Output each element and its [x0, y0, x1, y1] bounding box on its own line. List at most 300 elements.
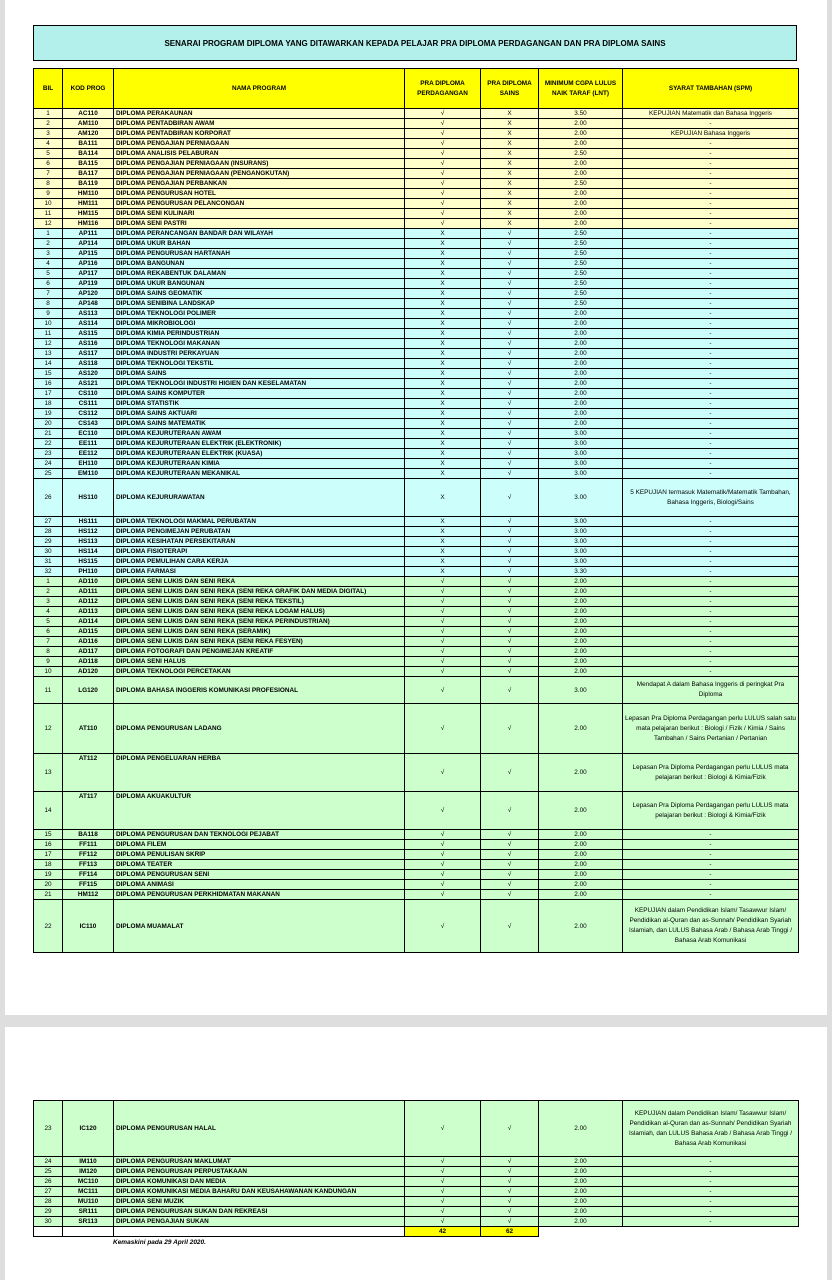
row-bil: 3	[34, 597, 63, 607]
row-perdagangan: X	[405, 309, 481, 319]
row-bil: 14	[34, 359, 63, 369]
row-kod: AD117	[63, 647, 114, 657]
row-syarat: -	[623, 339, 799, 349]
row-sains: √	[481, 517, 539, 527]
row-sains: √	[481, 249, 539, 259]
row-nama: DIPLOMA SENI HALUS	[114, 657, 405, 667]
table-row	[34, 677, 799, 704]
row-perdagangan: √	[405, 169, 481, 179]
row-perdagangan: √	[405, 1157, 481, 1167]
row-bil: 10	[34, 199, 63, 209]
table-row	[34, 159, 799, 169]
table-row	[34, 792, 799, 830]
row-perdagangan: X	[405, 289, 481, 299]
table-row	[34, 429, 799, 439]
table-row	[34, 309, 799, 319]
row-nama: DIPLOMA PENGURUSAN SENI	[114, 870, 405, 880]
row-sains: X	[481, 199, 539, 209]
table-row	[34, 109, 799, 119]
row-nama: DIPLOMA BANGUNAN	[114, 259, 405, 269]
row-nama: DIPLOMA FARMASI	[114, 567, 405, 577]
row-cgpa: 2.50	[539, 149, 623, 159]
row-bil: 10	[34, 667, 63, 677]
row-kod: AD114	[63, 617, 114, 627]
row-sains: X	[481, 159, 539, 169]
row-kod: HM112	[63, 890, 114, 900]
row-cgpa: 3.00	[539, 479, 623, 517]
row-syarat: -	[623, 567, 799, 577]
row-kod: MC111	[63, 1187, 114, 1197]
row-syarat: -	[623, 149, 799, 159]
table-row	[34, 1207, 799, 1217]
row-kod: BA118	[63, 830, 114, 840]
row-bil: 5	[34, 617, 63, 627]
row-kod: IC110	[63, 900, 114, 953]
row-cgpa: 3.00	[539, 469, 623, 479]
row-bil: 1	[34, 577, 63, 587]
row-syarat: -	[623, 890, 799, 900]
row-sains: √	[481, 637, 539, 647]
table-row	[34, 850, 799, 860]
row-cgpa: 2.00	[539, 409, 623, 419]
row-perdagangan: X	[405, 419, 481, 429]
row-kod: FF113	[63, 860, 114, 870]
row-perdagangan: √	[405, 830, 481, 840]
row-perdagangan: √	[405, 870, 481, 880]
row-kod: AS115	[63, 329, 114, 339]
row-bil: 28	[34, 527, 63, 537]
table-row	[34, 269, 799, 279]
row-cgpa: 2.50	[539, 239, 623, 249]
table-row	[34, 1217, 799, 1227]
table-row	[34, 319, 799, 329]
row-perdagangan: X	[405, 329, 481, 339]
table-row	[34, 239, 799, 249]
row-syarat: KEPUJIAN Bahasa Inggeris	[623, 129, 799, 139]
row-sains: √	[481, 1177, 539, 1187]
row-nama: DIPLOMA PENGURUSAN PELANCONGAN	[114, 199, 405, 209]
row-cgpa: 2.00	[539, 597, 623, 607]
row-nama: DIPLOMA PENGELUARAN HERBA	[114, 754, 405, 792]
row-cgpa: 2.50	[539, 289, 623, 299]
row-bil: 22	[34, 439, 63, 449]
row-perdagangan: √	[405, 667, 481, 677]
row-sains: √	[481, 617, 539, 627]
row-sains: √	[481, 1167, 539, 1177]
row-nama: DIPLOMA INDUSTRI PERKAYUAN	[114, 349, 405, 359]
row-nama: DIPLOMA TEKNOLOGI INDUSTRI HIGIEN DAN KESELAMATAN	[114, 379, 405, 389]
row-kod: AD116	[63, 637, 114, 647]
row-kod: AS114	[63, 319, 114, 329]
row-nama: DIPLOMA KESIHATAN PERSEKITARAN	[114, 537, 405, 547]
row-kod: AD115	[63, 627, 114, 637]
table-row	[34, 870, 799, 880]
row-bil: 18	[34, 860, 63, 870]
row-kod: IC120	[63, 1101, 114, 1157]
row-kod: CS110	[63, 389, 114, 399]
row-cgpa: 2.00	[539, 627, 623, 637]
row-bil: 21	[34, 890, 63, 900]
row-syarat: -	[623, 1217, 799, 1227]
row-bil: 27	[34, 517, 63, 527]
row-sains: √	[481, 419, 539, 429]
table-row	[34, 840, 799, 850]
row-bil: 26	[34, 1177, 63, 1187]
row-cgpa: 2.50	[539, 249, 623, 259]
table-row	[34, 880, 799, 890]
row-syarat: -	[623, 229, 799, 239]
table-row	[34, 199, 799, 209]
row-perdagangan: X	[405, 409, 481, 419]
table-row	[34, 459, 799, 469]
row-sains: √	[481, 439, 539, 449]
row-perdagangan: √	[405, 179, 481, 189]
header-kod: KOD PROG	[63, 69, 114, 109]
row-syarat: Lepasan Pra Diploma Perdagangan perlu LULUS mata pelajaran berikut : Biologi & Kimia/Fizik	[623, 792, 799, 830]
row-cgpa: 2.50	[539, 259, 623, 269]
row-bil: 25	[34, 1167, 63, 1177]
row-syarat: -	[623, 259, 799, 269]
row-perdagangan: √	[405, 129, 481, 139]
row-sains: √	[481, 399, 539, 409]
row-cgpa: 3.00	[539, 459, 623, 469]
row-perdagangan: X	[405, 349, 481, 359]
row-syarat: -	[623, 1207, 799, 1217]
row-kod: AP115	[63, 249, 114, 259]
row-bil: 4	[34, 607, 63, 617]
row-sains: √	[481, 677, 539, 704]
row-sains: X	[481, 189, 539, 199]
row-bil: 12	[34, 704, 63, 754]
row-syarat: -	[623, 269, 799, 279]
row-cgpa: 2.00	[539, 607, 623, 617]
row-sains: √	[481, 1217, 539, 1227]
row-perdagangan: X	[405, 379, 481, 389]
row-perdagangan: X	[405, 339, 481, 349]
row-syarat: -	[623, 840, 799, 850]
total-empty	[63, 1227, 114, 1237]
row-bil: 6	[34, 279, 63, 289]
row-nama: DIPLOMA PERANCANGAN BANDAR DAN WILAYAH	[114, 229, 405, 239]
row-cgpa: 2.00	[539, 309, 623, 319]
row-sains: √	[481, 369, 539, 379]
row-kod: AD112	[63, 597, 114, 607]
row-syarat: -	[623, 557, 799, 567]
row-sains: √	[481, 627, 539, 637]
row-nama: DIPLOMA SENI PASTRI	[114, 219, 405, 229]
row-cgpa: 3.50	[539, 109, 623, 119]
row-syarat: -	[623, 219, 799, 229]
row-nama: DIPLOMA TEKNOLOGI POLIMER	[114, 309, 405, 319]
table-row	[34, 389, 799, 399]
row-bil: 13	[34, 754, 63, 792]
row-kod: FF115	[63, 880, 114, 890]
table-row	[34, 754, 799, 792]
row-nama: DIPLOMA PENGAJIAN PERNIAGAAN (INSURANS)	[114, 159, 405, 169]
row-syarat: 5 KEPUJIAN termasuk Matematik/Matematik Tambahan, Bahasa Inggeris, Biologi/Sains	[623, 479, 799, 517]
row-cgpa: 2.00	[539, 667, 623, 677]
row-sains: √	[481, 479, 539, 517]
row-nama: DIPLOMA FILEM	[114, 840, 405, 850]
row-sains: √	[481, 870, 539, 880]
program-table-1	[33, 68, 799, 953]
row-cgpa: 2.00	[539, 199, 623, 209]
row-cgpa: 3.00	[539, 557, 623, 567]
row-perdagangan: √	[405, 139, 481, 149]
row-kod: AD118	[63, 657, 114, 667]
row-cgpa: 3.00	[539, 547, 623, 557]
table-row	[34, 409, 799, 419]
row-kod: AS117	[63, 349, 114, 359]
row-bil: 15	[34, 369, 63, 379]
row-sains: √	[481, 657, 539, 667]
row-kod: AS113	[63, 309, 114, 319]
row-perdagangan: √	[405, 119, 481, 129]
row-syarat: -	[623, 409, 799, 419]
row-bil: 29	[34, 1207, 63, 1217]
row-bil: 13	[34, 349, 63, 359]
row-cgpa: 3.00	[539, 517, 623, 527]
row-syarat: -	[623, 169, 799, 179]
row-bil: 3	[34, 129, 63, 139]
row-perdagangan: √	[405, 109, 481, 119]
row-bil: 6	[34, 627, 63, 637]
row-nama: DIPLOMA SENI MUZIK	[114, 1197, 405, 1207]
row-syarat: KEPUJIAN dalam Pendidikan Islam/ Tasawwur Islam/ Pendidikan al-Quran dan as-Sunnah/ Pendidikan Syariah Islamiah, dan LULUS Bahasa Arab / Bahasa Arab Tinggi / Bahasa Arab Komunikasi	[623, 900, 799, 953]
row-perdagangan: √	[405, 597, 481, 607]
row-perdagangan: √	[405, 792, 481, 830]
row-syarat: -	[623, 880, 799, 890]
row-sains: √	[481, 269, 539, 279]
row-kod: EM110	[63, 469, 114, 479]
row-kod: SR113	[63, 1217, 114, 1227]
table-row	[34, 419, 799, 429]
row-syarat: -	[623, 309, 799, 319]
row-perdagangan: √	[405, 219, 481, 229]
table-row	[34, 229, 799, 239]
row-sains: √	[481, 289, 539, 299]
row-kod: AD113	[63, 607, 114, 617]
row-bil: 8	[34, 299, 63, 309]
row-kod: AD111	[63, 587, 114, 597]
row-bil: 7	[34, 169, 63, 179]
row-bil: 17	[34, 389, 63, 399]
header-perdagangan: PRA DIPLOMA PERDAGANGAN	[405, 69, 481, 109]
row-perdagangan: √	[405, 159, 481, 169]
row-cgpa: 2.00	[539, 319, 623, 329]
row-kod: CS143	[63, 419, 114, 429]
row-nama: DIPLOMA PENTADBIRAN AWAM	[114, 119, 405, 129]
row-nama: DIPLOMA PENULISAN SKRIP	[114, 850, 405, 860]
row-bil: 23	[34, 449, 63, 459]
row-nama: DIPLOMA SAINS MATEMATIK	[114, 419, 405, 429]
row-sains: X	[481, 119, 539, 129]
row-nama: DIPLOMA TEKNOLOGI MAKANAN	[114, 339, 405, 349]
row-kod: LG120	[63, 677, 114, 704]
row-syarat: -	[623, 359, 799, 369]
row-syarat: -	[623, 319, 799, 329]
row-syarat: -	[623, 1197, 799, 1207]
table-row	[34, 577, 799, 587]
row-perdagangan: √	[405, 657, 481, 667]
row-syarat: -	[623, 547, 799, 557]
total-perdagangan: 42	[405, 1227, 481, 1237]
table-row	[34, 830, 799, 840]
row-nama: DIPLOMA BAHASA INGGERIS KOMUNIKASI PROFESIONAL	[114, 677, 405, 704]
row-bil: 20	[34, 880, 63, 890]
row-syarat: KEPUJIAN dalam Pendidikan Islam/ Tasawwur Islam/ Pendidikan al-Quran dan as-Sunnah/ Pendidikan Syariah Islamiah, dan LULUS Bahasa Arab / Bahasa Arab Tinggi / Bahasa Arab Komunikasi	[623, 1101, 799, 1157]
row-nama: DIPLOMA REKABENTUK DALAMAN	[114, 269, 405, 279]
row-cgpa: 2.00	[539, 419, 623, 429]
row-bil: 9	[34, 657, 63, 667]
row-perdagangan: √	[405, 647, 481, 657]
row-nama: DIPLOMA KEJURUTERAAN ELEKTRIK (ELEKTRONIK)	[114, 439, 405, 449]
table-row	[34, 547, 799, 557]
row-syarat: -	[623, 1167, 799, 1177]
row-sains: √	[481, 607, 539, 617]
table-row	[34, 607, 799, 617]
row-cgpa: 2.00	[539, 1101, 623, 1157]
table-row	[34, 299, 799, 309]
row-sains: √	[481, 860, 539, 870]
row-perdagangan: X	[405, 449, 481, 459]
row-nama: DIPLOMA PENGAJIAN PERNIAGAAN	[114, 139, 405, 149]
table-row	[34, 1101, 799, 1157]
row-perdagangan: X	[405, 279, 481, 289]
row-perdagangan: X	[405, 537, 481, 547]
row-kod: AP117	[63, 269, 114, 279]
row-nama: DIPLOMA SENIBINA LANDSKAP	[114, 299, 405, 309]
row-kod: HS110	[63, 479, 114, 517]
row-syarat: -	[623, 159, 799, 169]
row-kod: CS111	[63, 399, 114, 409]
row-sains: √	[481, 349, 539, 359]
row-sains: √	[481, 1157, 539, 1167]
row-nama: DIPLOMA ANIMASI	[114, 880, 405, 890]
row-sains: √	[481, 279, 539, 289]
total-sains: 62	[481, 1227, 539, 1237]
row-cgpa: 2.00	[539, 890, 623, 900]
row-nama: DIPLOMA SAINS KOMPUTER	[114, 389, 405, 399]
row-perdagangan: √	[405, 890, 481, 900]
table-row	[34, 860, 799, 870]
row-syarat: -	[623, 389, 799, 399]
row-sains: X	[481, 109, 539, 119]
row-syarat: -	[623, 199, 799, 209]
row-sains: √	[481, 229, 539, 239]
table-row	[34, 139, 799, 149]
row-perdagangan: √	[405, 754, 481, 792]
table-row	[34, 1197, 799, 1207]
row-cgpa: 2.00	[539, 1207, 623, 1217]
row-syarat: -	[623, 830, 799, 840]
row-syarat: Lepasan Pra Diploma Perdagangan perlu LULUS salah satu mata pelajaran berikut : Biologi / Fizik / Kimia / Sains Tambahan / Sains Pertanian / Pertanian	[623, 704, 799, 754]
total-empty	[114, 1227, 405, 1237]
row-cgpa: 2.00	[539, 189, 623, 199]
row-nama: DIPLOMA KEJURUTERAAN ELEKTRIK (KUASA)	[114, 449, 405, 459]
row-sains: √	[481, 319, 539, 329]
row-nama: DIPLOMA KOMUNIKASI DAN MEDIA	[114, 1177, 405, 1187]
row-cgpa: 2.50	[539, 269, 623, 279]
row-nama: DIPLOMA AKUAKULTUR	[114, 792, 405, 830]
row-cgpa: 2.00	[539, 830, 623, 840]
row-kod: BA111	[63, 139, 114, 149]
table-row	[34, 517, 799, 527]
row-cgpa: 2.00	[539, 379, 623, 389]
row-syarat: Lepasan Pra Diploma Perdagangan perlu LULUS mata pelajaran berikut : Biologi & Kimia/Fizik	[623, 754, 799, 792]
row-cgpa: 2.00	[539, 754, 623, 792]
table-row	[34, 219, 799, 229]
row-nama: DIPLOMA FOTOGRAFI DAN PENGIMEJAN KREATIF	[114, 647, 405, 657]
row-sains: √	[481, 704, 539, 754]
row-cgpa: 2.00	[539, 840, 623, 850]
table-row	[34, 439, 799, 449]
row-sains: √	[481, 299, 539, 309]
row-cgpa: 2.00	[539, 169, 623, 179]
row-cgpa: 3.30	[539, 567, 623, 577]
row-kod: AD120	[63, 667, 114, 677]
row-syarat: -	[623, 517, 799, 527]
table-row	[34, 279, 799, 289]
row-nama: DIPLOMA PENGURUSAN HARTANAH	[114, 249, 405, 259]
row-sains: √	[481, 850, 539, 860]
row-bil: 17	[34, 850, 63, 860]
row-cgpa: 2.50	[539, 299, 623, 309]
row-nama: DIPLOMA PENGAJIAN SUKAN	[114, 1217, 405, 1227]
row-cgpa: 2.00	[539, 900, 623, 953]
row-perdagangan: X	[405, 259, 481, 269]
row-cgpa: 2.00	[539, 399, 623, 409]
table-row	[34, 1167, 799, 1177]
row-kod: HS115	[63, 557, 114, 567]
row-nama: DIPLOMA PENGURUSAN HOTEL	[114, 189, 405, 199]
row-kod: EE112	[63, 449, 114, 459]
row-perdagangan: X	[405, 479, 481, 517]
row-kod: AS121	[63, 379, 114, 389]
row-perdagangan: √	[405, 1177, 481, 1187]
row-cgpa: 2.00	[539, 1217, 623, 1227]
row-syarat: -	[623, 617, 799, 627]
row-nama: DIPLOMA STATISTIK	[114, 399, 405, 409]
row-cgpa: 2.00	[539, 792, 623, 830]
row-perdagangan: √	[405, 900, 481, 953]
row-kod: AT117	[63, 792, 114, 830]
row-sains: √	[481, 587, 539, 597]
row-perdagangan: √	[405, 627, 481, 637]
table-row	[34, 339, 799, 349]
table-row	[34, 890, 799, 900]
row-kod: SR111	[63, 1207, 114, 1217]
row-cgpa: 2.00	[539, 369, 623, 379]
row-syarat: -	[623, 597, 799, 607]
row-sains: √	[481, 557, 539, 567]
row-bil: 14	[34, 792, 63, 830]
row-nama: DIPLOMA SAINS	[114, 369, 405, 379]
row-kod: HS113	[63, 537, 114, 547]
row-nama: DIPLOMA UKUR BANGUNAN	[114, 279, 405, 289]
table-row	[34, 349, 799, 359]
row-perdagangan: X	[405, 299, 481, 309]
table-row	[34, 637, 799, 647]
program-table-2	[33, 1100, 799, 1237]
header-sains: PRA DIPLOMA SAINS	[481, 69, 539, 109]
row-kod: AT112	[63, 754, 114, 792]
row-kod: FF114	[63, 870, 114, 880]
row-kod: HM110	[63, 189, 114, 199]
row-cgpa: 2.00	[539, 339, 623, 349]
row-kod: AP120	[63, 289, 114, 299]
row-sains: √	[481, 389, 539, 399]
